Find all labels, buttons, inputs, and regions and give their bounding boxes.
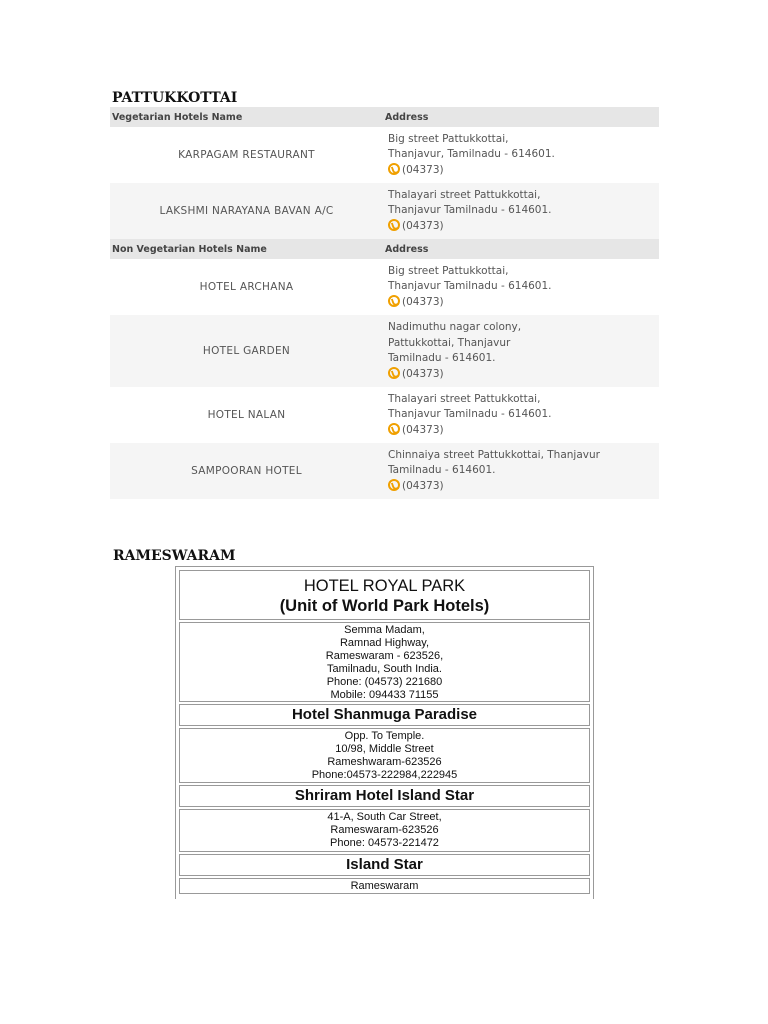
phone-icon bbox=[388, 295, 400, 307]
address-line: Thanjavur Tamilnadu - 614601. bbox=[388, 204, 552, 217]
island-star-heading: Island Star bbox=[179, 854, 590, 876]
address-line: Nadimuthu nagar colony, bbox=[388, 321, 522, 333]
info-line: Mobile: 094433 71155 bbox=[330, 689, 439, 701]
address-line: Big street Pattukkottai, bbox=[388, 132, 509, 145]
hotel-address bbox=[383, 127, 659, 183]
phone-icon bbox=[388, 479, 400, 491]
nonveg-name-header: Non Vegetarian Hotels Name bbox=[110, 239, 383, 259]
veg-name-header: Vegetarian Hotels Name bbox=[110, 107, 383, 127]
phone-icon bbox=[388, 423, 400, 435]
phone-number: (04373) bbox=[402, 479, 444, 492]
royal-park-info bbox=[179, 622, 590, 702]
info-line: Semma Madam, bbox=[344, 624, 425, 636]
island-star-info: Rameswaram bbox=[179, 878, 590, 894]
table-row bbox=[110, 127, 659, 183]
address-line: Big street Pattukkottai, bbox=[388, 264, 509, 277]
veg-address-header: Address bbox=[383, 107, 659, 127]
phone-number: (04373) bbox=[402, 367, 444, 380]
info-line: Rameshwaram-623526 bbox=[327, 756, 442, 768]
info-line: Ramnad Highway, bbox=[339, 637, 430, 649]
info-line: Phone: (04573) 221680 bbox=[326, 676, 443, 688]
shanmuga-info bbox=[179, 728, 590, 783]
info-line: Phone:04573-222984,222945 bbox=[311, 769, 458, 781]
phone-number: (04373) bbox=[402, 219, 444, 232]
phone-number: (04373) bbox=[402, 423, 444, 436]
shriram-heading: Shriram Hotel Island Star bbox=[179, 785, 590, 807]
phone-number: (04373) bbox=[402, 163, 444, 176]
hotel-address bbox=[383, 315, 659, 387]
phone-icon bbox=[388, 219, 400, 231]
hotel-address bbox=[383, 443, 659, 499]
info-line: Opp. To Temple. bbox=[344, 730, 425, 742]
rameswaram-hotels-table bbox=[175, 566, 594, 899]
nonveg-header-row bbox=[110, 239, 659, 259]
phone-icon bbox=[388, 163, 400, 175]
royal-park-heading bbox=[179, 570, 590, 620]
table-row bbox=[110, 443, 659, 499]
info-line: 41-A, South Car Street, bbox=[327, 811, 442, 823]
phone-number: (04373) bbox=[402, 295, 444, 308]
hotel-name: HOTEL GARDEN bbox=[110, 315, 383, 387]
address-line: Thalayari street Pattukkottai, bbox=[388, 188, 541, 201]
hotel-name: LAKSHMI NARAYANA BAVAN A/C bbox=[110, 183, 383, 239]
address-line: Thanjavur Tamilnadu - 614601. bbox=[388, 408, 552, 421]
pattukkottai-title: PATTUKKOTTAI bbox=[112, 90, 238, 106]
nonveg-address-header: Address bbox=[383, 239, 659, 259]
hotel-name: HOTEL NALAN bbox=[207, 409, 286, 421]
address-line: Thalayari street Pattukkottai, bbox=[388, 392, 541, 405]
table-row bbox=[110, 387, 659, 443]
phone-icon bbox=[388, 367, 400, 379]
hotel-name: HOTEL ARCHANA bbox=[199, 281, 294, 293]
shriram-info bbox=[179, 809, 590, 852]
table-row bbox=[110, 183, 659, 239]
address-line: Pattukkottai, Thanjavur bbox=[388, 336, 511, 349]
address-line: Tamilnadu - 614601. bbox=[388, 352, 496, 364]
info-line: 10/98, Middle Street bbox=[335, 743, 434, 755]
info-line: Phone: 04573-221472 bbox=[330, 837, 439, 849]
hotel-address bbox=[383, 259, 659, 315]
info-line: Tamilnadu, South India. bbox=[327, 663, 442, 675]
rameswaram-title: RAMESWARAM bbox=[113, 548, 236, 564]
hotel-name: SAMPOORAN HOTEL bbox=[110, 443, 383, 499]
pattukkottai-hotels-table bbox=[110, 107, 659, 499]
hotel-address bbox=[383, 387, 659, 443]
royal-park-subtitle: (Unit of World Park Hotels) bbox=[279, 597, 490, 615]
address-line: Thanjavur, Tamilnadu - 614601. bbox=[388, 148, 555, 161]
info-line: Rameswaram - 623526, bbox=[325, 650, 444, 662]
hotel-address bbox=[383, 183, 659, 239]
address-line: Tamilnadu - 614601. bbox=[388, 464, 496, 477]
shanmuga-heading: Hotel Shanmuga Paradise bbox=[179, 704, 590, 726]
info-line: Rameswaram-623526 bbox=[330, 824, 439, 836]
hotel-name: KARPAGAM RESTAURANT bbox=[178, 149, 315, 161]
royal-park-name: HOTEL ROYAL PARK bbox=[303, 577, 466, 595]
table-row bbox=[110, 315, 659, 387]
table-row bbox=[110, 259, 659, 315]
address-line: Thanjavur Tamilnadu - 614601. bbox=[388, 280, 552, 293]
address-line: Chinnaiya street Pattukkottai, Thanjavur bbox=[388, 448, 600, 461]
veg-header-row bbox=[110, 107, 659, 127]
